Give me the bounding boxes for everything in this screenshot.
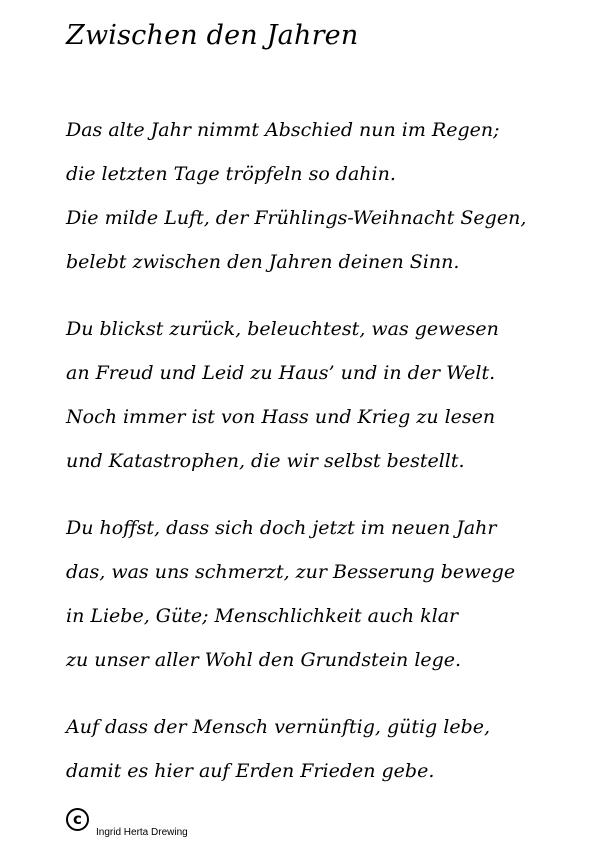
- poem-line: Noch immer ist von Hass und Krieg zu lesen: [66, 406, 496, 428]
- stanza-4: [66, 705, 606, 793]
- poem-body: [66, 108, 606, 816]
- poem-line: Du hoffst, dass sich doch jetzt im neuen Jahr: [66, 517, 497, 539]
- poem-line: belebt zwischen den Jahren deinen Sinn.: [66, 251, 460, 273]
- author-name: Ingrid Herta Drewing: [96, 827, 188, 838]
- poem-line: damit es hier auf Erden Frieden gebe.: [66, 760, 435, 782]
- poem-title: Zwischen den Jahren: [66, 20, 359, 51]
- stanza-1: [66, 108, 606, 284]
- poem-line: Das alte Jahr nimmt Abschied nun im Regen;: [66, 119, 500, 141]
- poem-line: die letzten Tage tröpfeln so dahin.: [66, 163, 396, 185]
- stanza-2: [66, 307, 606, 483]
- poem-line: und Katastrophen, die wir selbst bestellt.: [66, 450, 465, 472]
- stanza-3: [66, 506, 606, 682]
- poem-line: Auf dass der Mensch vernünftig, gütig lebe,: [66, 716, 491, 738]
- copyright-icon: c: [66, 808, 89, 831]
- poem-line: an Freud und Leid zu Haus’ und in der Welt.: [66, 362, 496, 384]
- poem-line: das, was uns schmerzt, zur Besserung bewege: [66, 561, 516, 583]
- poem-line: Du blickst zurück, beleuchtest, was gewesen: [66, 318, 499, 340]
- poem-line: zu unser aller Wohl den Grundstein lege.: [66, 649, 462, 671]
- poem-line: Die milde Luft, der Frühlings-Weihnacht Segen,: [66, 207, 527, 229]
- poem-line: in Liebe, Güte; Menschlichkeit auch klar: [66, 605, 459, 627]
